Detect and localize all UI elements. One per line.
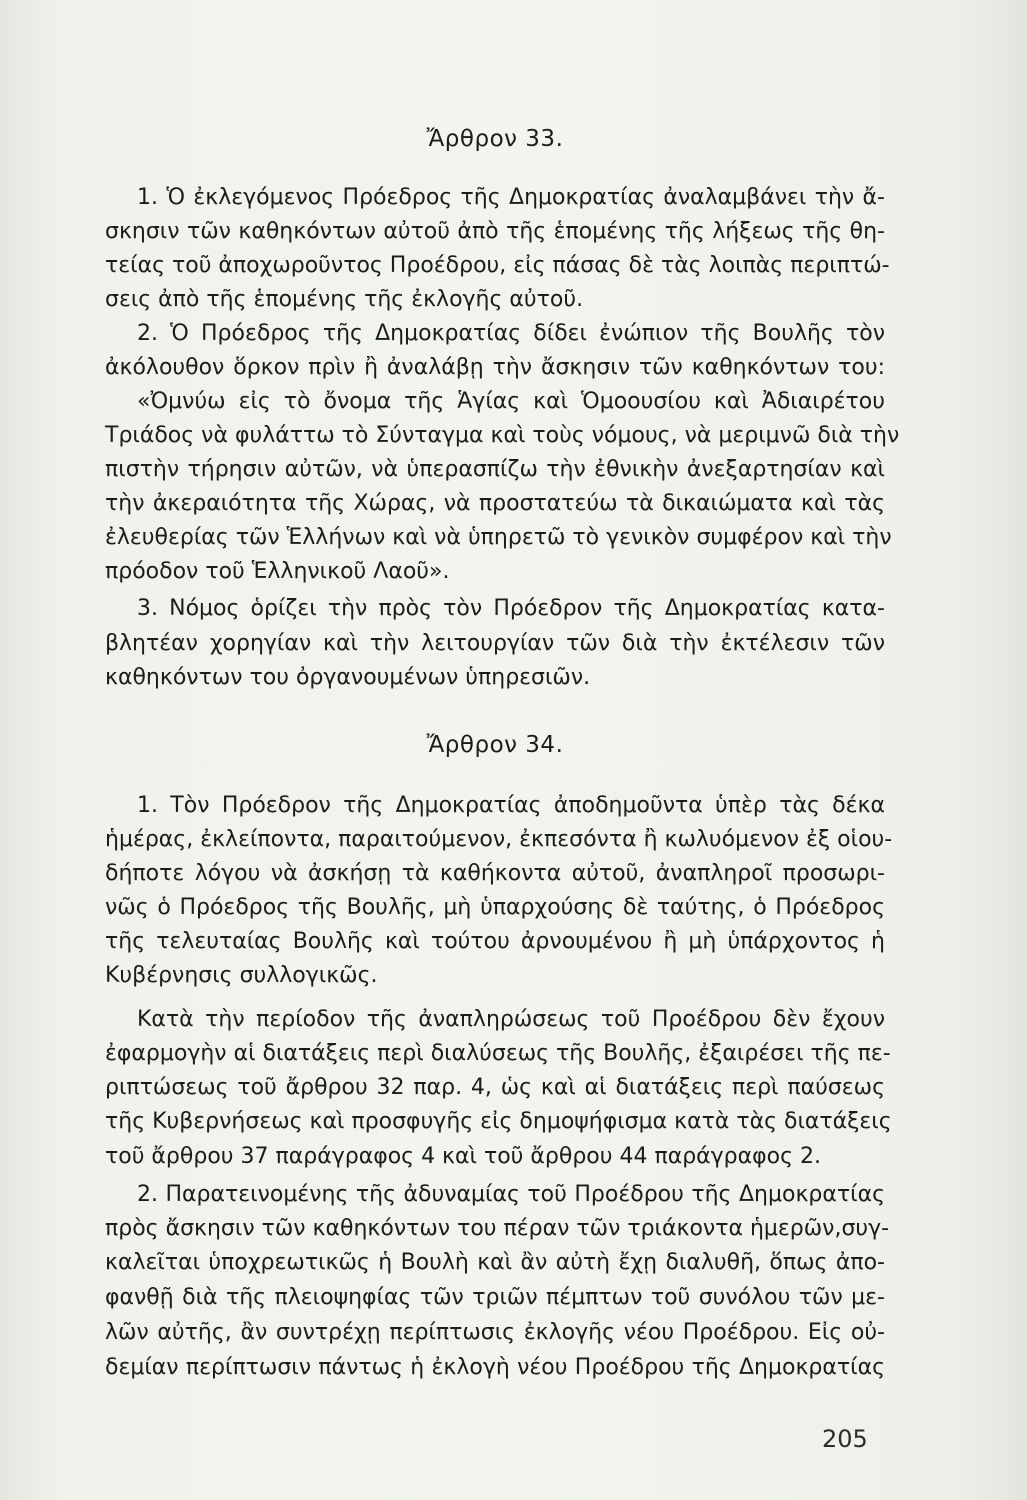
article-33-paragraph-2-line: 2. Ὁ Πρόεδρος τῆς Δημοκρατίας δίδει ἐνώπιον τῆς Βουλῆς τὸν <box>137 321 885 346</box>
article-34-line: καλεῖται ὑποχρεωτικῶς ἡ Βουλὴ καὶ ἂν αὐτὴ ἔχῃ διαλυθῆ, ὅπως ἀπο- <box>105 1250 885 1275</box>
article-34-line: τοῦ ἄρθρου 37 παράγραφος 4 καὶ τοῦ ἄρθρου 44 παράγραφος 2. <box>105 1144 822 1169</box>
article-33-line: ἀκόλουθον ὅρκον πρὶν ἢ ἀναλάβῃ τὴν ἄσκησιν τῶν καθηκόντων του: <box>105 355 885 380</box>
article-34-subparagraph-line: Κατὰ τὴν περίοδον τῆς ἀναπληρώσεως τοῦ Προέδρου δὲν ἔχουν <box>137 1007 885 1032</box>
article-34-line: λῶν αὐτῆς, ἂν συντρέχῃ περίπτωσις ἐκλογῆς νέου Προέδρου. Εἰς οὐ- <box>105 1320 885 1345</box>
article-34-line: φανθῇ διὰ τῆς πλειοψηφίας τῶν τριῶν πέμπτων τοῦ συνόλου τῶν με- <box>105 1285 885 1310</box>
article-33-line: καθηκόντων του ὀργανουμένων ὑπηρεσιῶν. <box>105 665 591 690</box>
article-34-line: πρὸς ἄσκησιν τῶν καθηκόντων του πέραν τῶν τριάκοντα ἡμερῶν,συγ- <box>105 1216 890 1241</box>
oath-line: πιστὴν τήρησιν αὐτῶν, νὰ ὑπερασπίζω τὴν ἐθνικὴν ἀνεξαρτησίαν καὶ <box>105 457 885 482</box>
article-34-line: δεμίαν περίπτωσιν πάντως ἡ ἐκλογὴ νέου Προέδρου τῆς Δημοκρατίας <box>105 1355 885 1380</box>
article-34-paragraph-2-line: 2. Παρατεινομένης τῆς ἀδυναμίας τοῦ Προέδρου τῆς Δημοκρατίας <box>137 1182 885 1207</box>
article-34-line: Κυβέρνησις συλλογικῶς. <box>105 963 378 988</box>
oath-line: τὴν ἀκεραιότητα τῆς Χώρας, νὰ προστατεύω τὰ δικαιώματα καὶ τὰς <box>105 491 885 516</box>
article-34-line: ἡμέρας, ἐκλείποντα, παραιτούμενον, ἐκπεσόντα ἢ κωλυόμενον ἐξ οἱου- <box>105 827 893 852</box>
article-33-line: σεις ἀπὸ τῆς ἑπομένης τῆς ἐκλογῆς αὐτοῦ. <box>105 287 584 312</box>
article-34-line: νῶς ὁ Πρόεδρος τῆς Βουλῆς, μὴ ὑπαρχούσης δὲ ταύτης, ὁ Πρόεδρος <box>105 895 885 920</box>
oath-line: ἐλευθερίας τῶν Ἑλλήνων καὶ νὰ ὑπηρετῶ τὸ γενικὸν συμφέρον καὶ τὴν <box>105 525 892 550</box>
article-34-line: δήποτε λόγου νὰ ἀσκήσῃ τὰ καθήκοντα αὐτοῦ, ἀναπληροῖ προσωρι- <box>105 861 885 886</box>
article-33-paragraph-3-line: 3. Νόμος ὁρίζει τὴν πρὸς τὸν Πρόεδρον τῆς Δημοκρατίας κατα- <box>137 596 885 621</box>
article-33-line: τείας τοῦ ἀποχωροῦντος Προέδρου, εἰς πάσας δὲ τὰς λοιπὰς περιπτώ- <box>105 253 890 278</box>
article-33-line: σκησιν τῶν καθηκόντων αὐτοῦ ἀπὸ τῆς ἑπομένης τῆς λήξεως τῆς θη- <box>105 219 885 244</box>
oath-line: Τριάδος νὰ φυλάττω τὸ Σύνταγμα καὶ τοὺς νόμους, νὰ μεριμνῶ διὰ τὴν <box>105 423 900 448</box>
article-33-paragraph-1-line: 1. Ὁ ἐκλεγόμενος Πρόεδρος τῆς Δημοκρατίας ἀναλαμβάνει τὴν ἄ- <box>137 185 885 210</box>
article-34-line: τῆς Κυβερνήσεως καὶ προσφυγῆς εἰς δημοψήφισμα κατὰ τὰς διατάξεις <box>105 1109 892 1134</box>
oath-line: πρόοδον τοῦ Ἑλληνικοῦ Λαοῦ». <box>105 559 450 584</box>
article-33-heading: Ἄρθρον 33. <box>426 126 564 152</box>
article-34-paragraph-1-line: 1. Τὸν Πρόεδρον τῆς Δημοκρατίας ἀποδημοῦντα ὑπὲρ τὰς δέκα <box>137 793 885 818</box>
article-33-line: βλητέαν χορηγίαν καὶ τὴν λειτουργίαν τῶν διὰ τὴν ἐκτέλεσιν τῶν <box>105 631 885 656</box>
oath-first-line: «Ὀμνύω εἰς τὸ ὄνομα τῆς Ἁγίας καὶ Ὁμοουσίου καὶ Ἀδιαιρέτου <box>137 389 885 414</box>
page-number: 205 <box>822 1425 868 1453</box>
article-34-line: ἐφαρμογὴν αἱ διατάξεις περὶ διαλύσεως τῆς Βουλῆς, ἐξαιρέσει τῆς πε- <box>105 1041 891 1066</box>
article-34-heading: Ἄρθρον 34. <box>426 732 564 758</box>
article-34-line: τῆς τελευταίας Βουλῆς καὶ τούτου ἀρνουμένου ἢ μὴ ὑπάρχοντος ἡ <box>105 929 885 954</box>
article-34-line: ριπτώσεως τοῦ ἄρθρου 32 παρ. 4, ὡς καὶ αἱ διατάξεις περὶ παύσεως <box>105 1075 885 1100</box>
